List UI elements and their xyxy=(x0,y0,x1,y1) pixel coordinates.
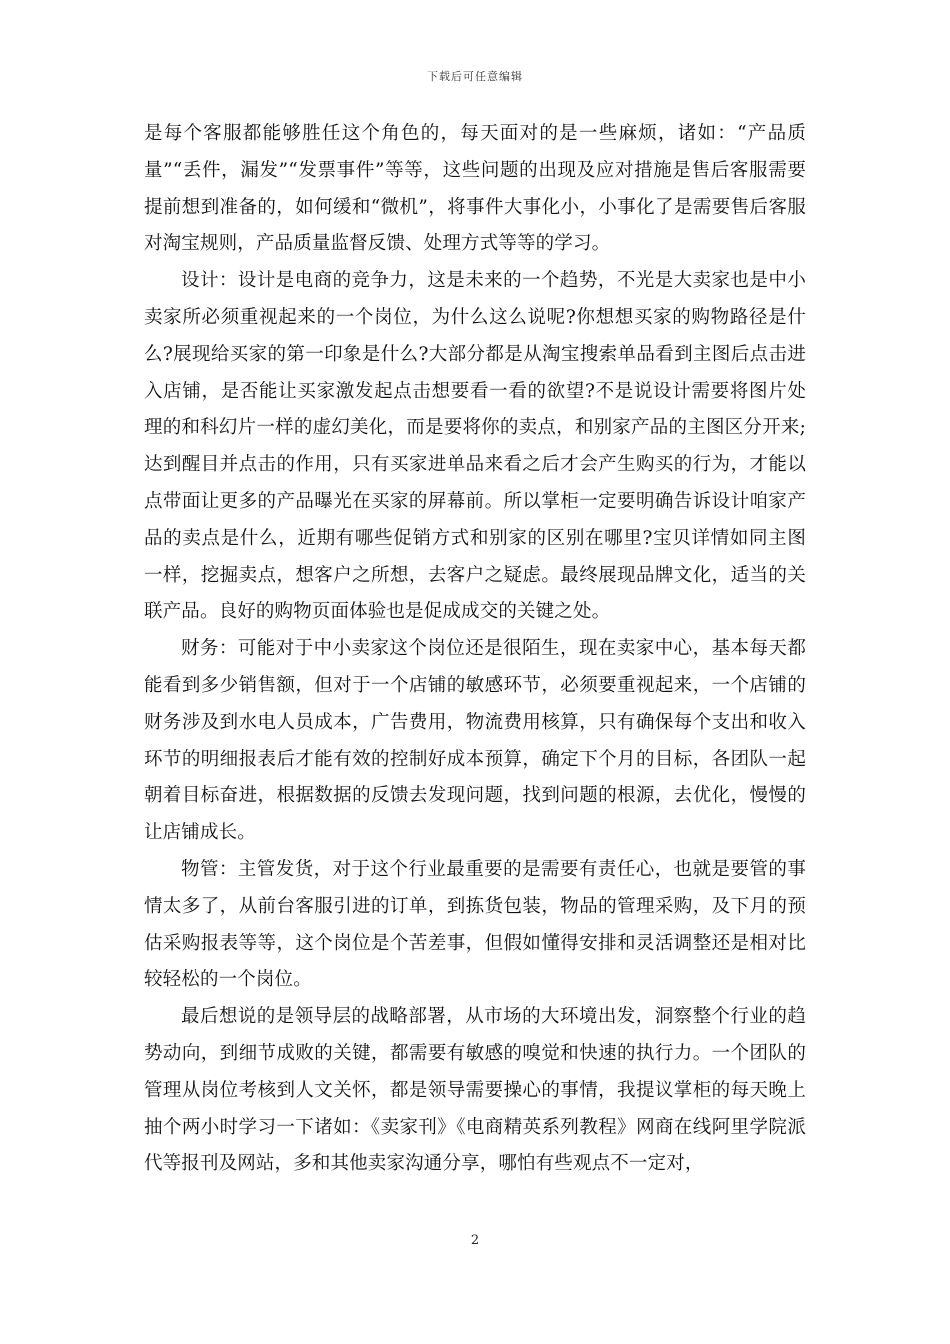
paragraph-customer-service: 是每个客服都能够胜任这个角色的，每天面对的是一些麻烦，诸如：“产品质量”“丢件，漏发”“发票事件”等等，这些问题的出现及应对措施是售后客服需要提前想到准备的，如何缓和“微机”，将事件大事化小，小事化了是需要售后客服对淘宝规则，产品质量监督反馈、处理方式等等的学习。 xyxy=(144,123,806,255)
paragraph-logistics: 物管：主管发货，对于这个行业最重要的是需要有责任心，也就是要管的事情太多了，从前台客服引进的订单，到拣货包装，物品的管理采购，及下月的预估采购报表等等，这个岗位是个苦差事，但假如懂得安排和灵活调整还是相对比较轻松的一个岗位。 xyxy=(144,858,806,991)
paragraph-finance: 财务：可能对于中小卖家这个岗位还是很陌生，现在卖家中心，基本每天都能看到多少销售额，但对于一个店铺的敏感环节，必须要重视起来，一个店铺的财务涉及到水电人员成本，广告费用，物流费用核算，只有确保每个支出和收入环节的明细报表后才能有效的控制好成本预算，确定下个月的目标，各团队一起朝着目标奋进，根据数据的反馈去发现问题，找到问题的根源，去优化，慢慢的让店铺成长。 xyxy=(144,638,806,844)
page-number: 2 xyxy=(470,1233,480,1248)
page-header: 下载后可任意编辑 xyxy=(427,70,523,83)
document-body xyxy=(144,116,806,1183)
paragraph-leadership: 最后想说的是领导层的战略部署，从市场的大环境出发，洞察整个行业的趋势动向，到细节成败的关键，都需要有敏感的嗅觉和快速的执行力。一个团队的管理从岗位考核到人文关怀，都是领导需要操心的事情，我提议掌柜的每天晚上抽个两小时学习一下诸如：《卖家刊》《电商精英系列教程》网商在线阿里学院派代等报刊及网站，多和其他卖家沟通分享，哪怕有些观点不一定对， xyxy=(144,1006,806,1175)
paragraph-design: 设计：设计是电商的竞争力，这是未来的一个趋势，不光是大卖家也是中小卖家所必须重视起来的一个岗位，为什么这么说呢?你想想买家的购物路径是什么?展现给买家的第一印象是什么?大部分都是从淘宝搜索单品看到主图后点击进入店铺，是否能让买家激发起点击想要看一看的欲望?不是说设计需要将图片处理的和科幻片一样的虚幻美化，而是要将你的卖点，和别家产品的主图区分开来;达到醒目并点击的作用，只有买家进单品来看之后才会产生购买的行为，才能以点带面让更多的产品曝光在买家的屏幕前。所以掌柜一定要明确告诉设计咱家产品的卖点是什么，近期有哪些促销方式和别家的区别在哪里?宝贝详情如同主图一样，挖掘卖点，想客户之所想，去客户之疑虑。最终展现品牌文化，适当的关联产品。良好的购物页面体验也是促成成交的关键之处。 xyxy=(144,270,806,623)
